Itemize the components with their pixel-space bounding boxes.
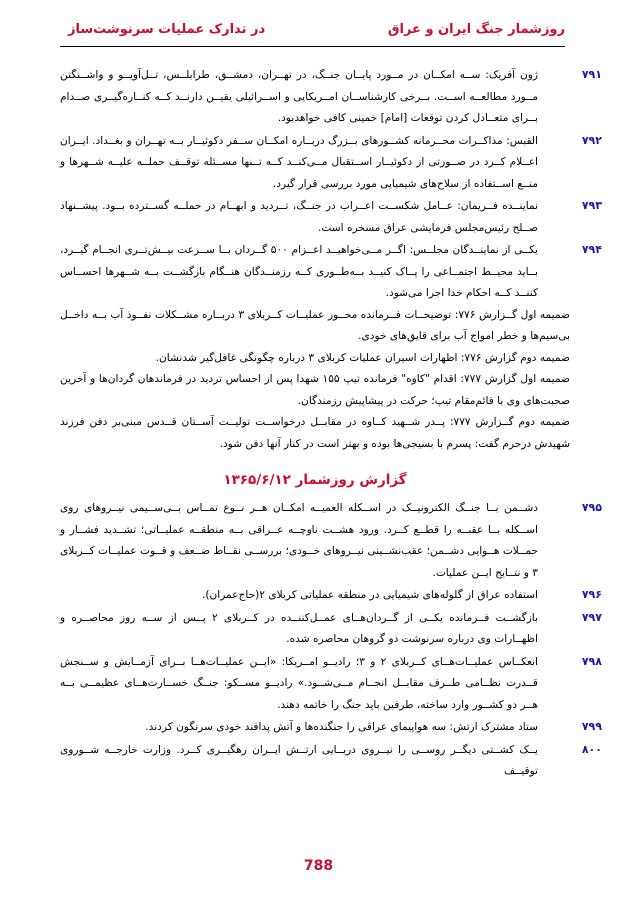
- entry-number: ۸۰۰: [581, 742, 602, 756]
- appendix-2-report-776: ضمیمه دوم گزارش ۷۷۶: اظهارات اسیران عملیات کربلای ۳ درباره چگونگی غافل‌گیر شدنشان.: [155, 351, 570, 364]
- entry-text: یکــی از نماینــدگان مجلــس: اگــر مــی‌خواهیــد اعــزام ۵۰۰ گــردان بــا ســرعت بیــش‌تــری انجــام گیــرد، بــاید محیــط اجتمــاعی را پــاک کنیــد بــه‌طــوری کــه رزمنــدگان هنــگام بازگشــت بــه شــهرها احســاس کننــد کــه احکام خدا اجرا می‌شود.: [60, 244, 538, 299]
- entry-799: [60, 716, 602, 739]
- entry-text: القبس: مذاکــرات محــرمانه کشــورهای بــزرگ دربــاره امکــان ســفر دکوئیــار بــه تهــران و بغــداد. ایــران اعــلام کــرد در صــورتی از دکوئیــار اســتقبال مــی‌کنــد کــه تــنها مســئله توقــف حملــه علیــه شــهرها و منــع اســتفاده از سلاح‌های شیمیایی مورد بررسی قرار گیرد.: [60, 134, 538, 190]
- entry-791: [60, 64, 602, 130]
- entry-text: بازگشــت فــرمانده یکــی از گــردان‌هــای عمــل‌کننــده در کــربلای ۲ پــس از ســه روز محاصــره و اظهــارات وی درباره سرنوشت دو گروهان محاصره شده.: [60, 611, 538, 645]
- entry-text: یــک کشــتی دیگــر روســی را نیــروی دریــایی ارتــش ایــران رهگیــری کــرد. وزارت خارجــه شــوروی توقیــف: [60, 743, 538, 777]
- appendix-1-report-777: ضمیمه اول گزارش ۷۷۷: اقدام "کاوه" فرمانده تیپ ۱۵۵ شهدا پس از احساس تردید در فرماندهان گردان‌ها و آخرین صحبت‌های وی با قائم‌مقام تیپ؛ حرکت در پیشاپیش رزمندگان.: [60, 373, 570, 407]
- entry-text: انعکــاس عملیــات‌هــای کــربلای ۲ و ۳؛ رادیــو امــریکا: «ایــن عملیــات‌هــا بــرای آزمــایش و ســنجش قــدرت نظــامی طــرف مقابــل انجــام مــی‌شــود.» رادیــو مســکو: جنــگ خســارت‌هــای عظیمــی بــه هــر دو کشــور وارد ساخته، طرفین باید جنگ را خاتمه دهند.: [60, 655, 538, 711]
- entry-text: ژون آفریک: ســه امکــان در مــورد پایــان جنــگ، در تهــران، دمشــق، طرابلــس، تــل‌آویــو و واشــنگتن مــورد مطالعــه اســت. بــرخی کارشناســان امــریکایی و اســرائیلی یقیــن دارنــد کــه کنــاره‌گیــری صــدام بــرای متعــادل کردن توقعات [امام] خمینی کافی خواهدبود.: [60, 69, 538, 124]
- section-title: گزارش روزشمار ۱۳۶۵/۶/۱۲: [223, 472, 407, 488]
- entry-number: ۷۹۹: [581, 720, 602, 733]
- entry-800: [60, 739, 602, 783]
- entry-number: ۷۹۴: [581, 243, 602, 256]
- volume-title: در تدارک عملیات سرنوشت‌ساز: [68, 22, 266, 37]
- entry-number: ۷۹۲: [581, 133, 602, 147]
- entry-792: [60, 130, 602, 196]
- page-header: [60, 22, 565, 44]
- entry-796: [60, 584, 602, 607]
- book-title: روزشمار جنگ ایران و عراق: [387, 22, 565, 37]
- entry-795: [60, 497, 602, 584]
- appendix-2-report-777: ضمیمه دوم گــزارش ۷۷۷: پــدر شــهید کــاوه در مقابــل درخواســت تولیــت آســتان قــدس مبنی‌بر دفن فرزند شهیدش درحرم گفت: پسرم با بسیجی‌ها بوده و بهتر است در کنار آنها دفن شود.: [60, 416, 571, 450]
- entry-text: استفاده عراق از گلوله‌های شیمیایی در منطقه عملیاتی کربلای ۲(حاج‌عمران).: [201, 589, 538, 601]
- entry-793: [60, 195, 602, 239]
- entry-794: [60, 239, 602, 305]
- entry-number: ۷۹۷: [581, 610, 602, 624]
- entry-number: ۷۹۸: [581, 654, 602, 668]
- appendix-1-report-776: ضمیمه اول گــزارش ۷۷۶: توضیحــات فــرمانده محــور عملیــات کــربلای ۳ دربــاره مشــکلات نفــوذ آب بــه داخــل بی‌سیم‌ها و خطر امواج آب برای قایق‌های خودی.: [60, 308, 570, 342]
- entry-text: ستاد مشترک ارتش: سه هواپیمای عراقی را جنگنده‌ها و آتش پدافند خودی سرنگون کردند.: [145, 721, 538, 733]
- page-body: [60, 64, 602, 783]
- entry-number: ۷۹۱: [581, 68, 602, 81]
- entry-number: ۷۹۳: [581, 199, 602, 212]
- entry-number: ۷۹۶: [581, 588, 602, 601]
- entry-text: دشــمن بــا جنــگ الکترونیــک در اســکله العمیــه امکــان هــر نــوع تمــاس بــی‌ســیمی نیــروهای روی اســکله بــا عقبــه را قطــع کــرد. ورود هشــت ناوچــه عــراقی بــه منطقــه عملیــاتی؛ تشــدید فشــار و حمــلات هــوایی دشــمن؛ عقب‌نشــینی نیــروهای خــودی؛ بررســی نقــاط ضــعف و قــوت عملیــات کــربلای ۳ و نتــایج ایــن عملیات.: [60, 502, 538, 579]
- header-divider: [60, 46, 565, 47]
- page-number: 788: [303, 858, 334, 874]
- entry-number: ۷۹۵: [581, 501, 602, 514]
- entry-text: نماینــده فــریمان: عــامل شکســت اعــراب در جنــگ، تــردید و ابهــام در حملــه گســترده بــود. پیشــنهاد صــلح رئیس‌مجلس فرمایشی عراق مسخره است.: [60, 200, 538, 234]
- entry-798: [60, 651, 602, 717]
- entry-797: [60, 607, 602, 651]
